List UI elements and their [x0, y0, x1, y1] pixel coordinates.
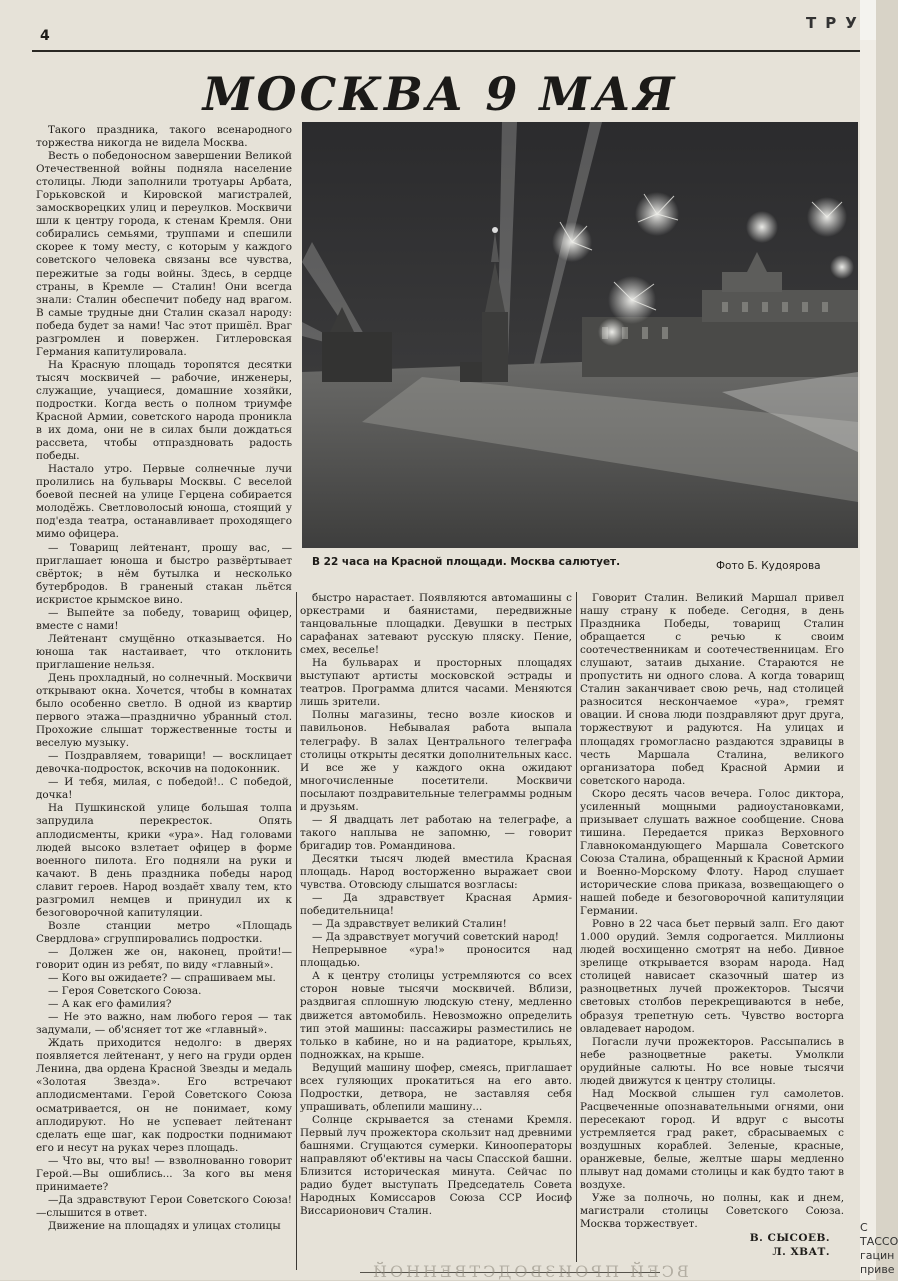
- article-paragraph: Весть о победоносном завершении Великой Отечественной войны подняла население столицы. Люди заполнили тротуары Арбата, Горьковской и Кировской магистралей, замоскворецких улиц и переулков. Москвичи шли к центру города, к стенам Кремля. Они собирались семьями, труппами и спешили скорее к тому месту, с которым у каждого советского человека связаны все чувства, пережитые за годы войны. Здесь, в сердце страны, в Кремле — Сталин! Они всегда знали: Сталин обеспечит победу над врагом. В самые трудные дни Сталин сказал народу: победа будет за нами! Час этот пришёл. Враг разгромлен и повержен. Гитлеровская Германия капитулировала.: [36, 150, 292, 358]
- article-paragraph: — Что вы, что вы! — взволнованно говорит Герой.—Вы ошиблись... За кого вы меня принимаете?: [36, 1154, 292, 1193]
- article-column-1: [36, 124, 292, 1264]
- article-paragraph: —Да здравствуют Герои Советского Союза!—слышится в ответ.: [36, 1193, 292, 1219]
- edge-text-fragment: приве: [860, 1263, 895, 1276]
- red-square-salute-image: [302, 122, 858, 548]
- article-paragraph: Солнце скрывается за стенами Кремля. Первый луч прожектора скользит над древними башнями. Сгущаются сумерки. Кинооператоры направляют об'ективы на часы Спасской башни. Близится историческая минута. Сейчас по радио будет выступать Председатель Совета Народных Комиссаров Союза ССР Иосиф Виссарионович Сталин.: [300, 1113, 572, 1218]
- article-paragraph: — Героя Советского Союза.: [48, 985, 202, 998]
- article-paragraph: Скоро десять часов вечера. Голос диктора, усиленный мощными радиоустановками, призывает слушать важное сообщение. Снова тишина. Передается приказ Верховного Главнокомандующего Маршала Советского Союза Сталина, обращенный к Красной Армии и Военно-Морскому Флоту. Народ слушает исторические слова приказа, возвещающего о нашей победе и безоговорочной капитуляции Германии.: [580, 787, 844, 918]
- photo-caption: В 22 часа на Красной площади. Москва салютует.: [312, 556, 621, 568]
- article-paragraph: А к центру столицы устремляются со всех сторон новые тысячи москвичей. Вблизи, раздвигая сплошную людскую стену, медленно движется автомобиль. Невозможно определить тип этой машины: пассажиры разместились не только в кабине, но и на радиаторе, крыльях, подножках, на крыше.: [300, 970, 572, 1061]
- article-paragraph: Полны магазины, тесно возле киосков и павильонов. Небывалая работа выпала телеграфу. В залах Центрального телеграфа столицы открыты десятки дополнительных касс. И все же у каждого окна ожидают многочисленные посетители. Москвичи посылают поздравительные телеграммы родным и друзьям.: [300, 709, 572, 813]
- article-paragraph: На бульварах и просторных площадях выступают артисты московской эстрады и театров. Программа длится часами. Меняются лишь зрители.: [300, 657, 572, 709]
- edge-text-fragment: гацин: [860, 1249, 895, 1262]
- edge-text-fragment: ТАССО: [860, 1235, 898, 1248]
- article-paragraph: На Красную площадь торопятся десятки тысяч москвичей — рабочие, инженеры, служащие, учащиеся, домашние хозяйки, подростки. Когда весть о полном триумфе Красной Армии, советского народа проникла в их дома, они не в силах были дождаться рассвета, чтобы отпраздновать радость победы.: [36, 358, 292, 463]
- article-paragraph: Уже за полночь, но полны, как и днем, магистрали столицы Советского Союза. Москва торжествует.: [580, 1192, 844, 1231]
- edge-text-fragment: С: [860, 1221, 868, 1234]
- article-paragraph: Десятки тысяч людей вместила Красная площадь. Народ восторженно выражает свои чувства. Отовсюду слышатся возгласы:: [300, 852, 572, 892]
- masthead-fragment: ТРУ: [806, 14, 866, 32]
- article-paragraph: быстро нарастает. Появляются автомашины с оркестрами и баянистами, передвижные танцовальные площадки. Девушки в пестрых сарафанах затевают русскую пляску. Пение, смех, веселье!: [300, 592, 572, 657]
- article-column-3: [580, 592, 844, 1250]
- article-paragraph: Настало утро. Первые солнечные лучи пролились на бульвары Москвы. С веселой боевой песней на улице Герцена собирается молодёжь. Светловолосый юноша, стоящий у под'езда театра, останавливает проходящего мимо офицера.: [36, 463, 292, 541]
- header-rule: [32, 50, 860, 52]
- article-paragraph: — Кого вы ожидаете? — спрашиваем мы.: [48, 972, 276, 985]
- column-divider: [296, 592, 297, 1270]
- article-paragraph: — Выпейте за победу, товарищ офицер, вместе с нами!: [36, 606, 292, 632]
- article-column-2: [300, 592, 572, 1262]
- article-paragraph: Ждать приходится недолго: в дверях появляется лейтенант, у него на груди орден Ленина, два ордена Красной Звезды и медаль «Золотая Звезда». Его встречают аплодисментами. Герой Советского Союза осматривается, он не понимает, кому аплодируют. Но не успевает лейтенант сделать еще шаг, как подростки поднимают его и несут на руках через площадь.: [36, 1037, 292, 1154]
- article-paragraph: — Я двадцать лет работаю на телеграфе, а такого наплыва не запомню, — говорит бригадир тов. Романдинова.: [300, 813, 572, 852]
- article-paragraph: Возле станции метро «Площадь Свердлова» сгруппировались подростки.: [36, 919, 292, 945]
- article-paragraph: Непрерывное «ура!» проносится над площадью.: [300, 944, 572, 970]
- article-paragraph: Ведущий машину шофер, смеясь, приглашает всех гуляющих прокатиться на его авто. Подростки, детвора, не заставляя себя упрашивать, облепили машину...: [300, 1061, 572, 1113]
- article-paragraph: — Товарищ лейтенант, прошу вас, — приглашает юноша и быстро развёртывает свёрток; в нём бутылка и несколько бутербродов. В граненый стакан льётся искристое крымское вино.: [36, 541, 292, 606]
- article-paragraph: Такого праздника, такого всенародного торжества никогда не видела Москва.: [36, 124, 292, 150]
- article-paragraph: — А как его фамилия?: [48, 998, 172, 1011]
- article-paragraph: — Да здравствует великий Сталин!: [312, 918, 507, 931]
- bleed-through-text: ВСЕЙ ПРОИЗВОДСТВЕННОЙ: [370, 1262, 689, 1281]
- article-paragraph: На Пушкинской улице большая толпа запрудила перекресток. Опять аплодисменты, крики «ура». Над головами людей высоко взлетает офицер в форме военного пилота. Его подняли на руки и качают. В день праздника победы народ славит героев. Народ воздаёт хвалу тем, кто разгромил немцев и принудил их к безоговорочной капитуляции.: [36, 802, 292, 919]
- photo-credit: Фото Б. Кудоярова: [716, 560, 821, 572]
- article-paragraph: Погасли лучи прожекторов. Рассыпались в небе разноцветные ракеты. Умолкли орудийные салюты. Но все новые тысячи людей движутся к центру столицы.: [580, 1035, 844, 1087]
- page-number: 4: [40, 28, 50, 44]
- column-divider: [576, 592, 577, 1262]
- article-paragraph: Лейтенант смущённо отказывается. Но юноша так настаивает, что отклонить приглашение нельзя.: [36, 632, 292, 671]
- article-paragraph: — Должен же он, наконец, пройти!—говорит один из ребят, по виду «главный».: [36, 945, 292, 971]
- article-paragraph: День прохладный, но солнечный. Москвичи открывают окна. Хочется, чтобы в комнатах было особенно светло. В одной из квартир первого этажа—празднично убранный стол. Прохожие слышат торжественные тосты и веселую музыку.: [36, 671, 292, 750]
- adjacent-page-edge: [806, 0, 898, 1280]
- article-paragraph: Над Москвой слышен гул самолетов. Расцвеченные опознавательными огнями, они пересекают город. И вдруг с высоты устремляется град ракет, сбрасываемых с воздушных кораблей. Зеленые, красные, оранжевые, белые, желтые шары медленно плывут над домами столицы и как будто тают в воздухе.: [580, 1087, 844, 1192]
- article-paragraph: — Да здравствует могучий советский народ!: [312, 931, 559, 944]
- fireworks-photo: [302, 122, 858, 548]
- article-paragraph: — Поздравляем, товарищи! — восклицает девочка-подросток, вскочив на подоконник.: [36, 750, 292, 776]
- headline: МОСКВА 9 МАЯ: [202, 67, 678, 121]
- article-paragraph: Ровно в 22 часа бьет первый залп. Его дают 1.000 орудий. Земля содрогается. Миллионы людей восхищенно смотрят на небо. Дивное зрелище открывается взорам народа. Над столицей нависает сказочный шатер из разноцветных лучей прожекторов. Тысячи световых столбов перекрещиваются в небе, образуя трепетную сеть. Чувство восторга овладевает народом.: [580, 918, 844, 1035]
- article-paragraph: — И тебя, милая, с победой!.. С победой, дочка!: [36, 776, 292, 802]
- article-paragraph: Говорит Сталин. Великий Маршал привел нашу страну к победе. Сегодня, в день Праздника Победы, товарищ Сталин обращается с речью к своим соотечественникам и соотечественницам. Его слушают, затаив дыхание. Стараются не пропустить ни одного слова. А когда товарищ Сталин заканчивает свою речь, над столицей разносится нескончаемое «ура», гремят овации. И снова люди поздравляют друг друга, торжествуют и радуются. На улицах и площадях громогласно раздаются здравицы в честь Маршала Сталина, великого организатора побед Красной Армии и советского народа.: [580, 592, 844, 787]
- article-paragraph: — Да здравствует Красная Армия-победительница!: [300, 892, 572, 918]
- author-signature: Л. ХВАТ.: [772, 1246, 830, 1258]
- article-paragraph: — Не это важно, нам любого героя — так задумали, — об'ясняет тот же «главный».: [36, 1011, 292, 1037]
- article-paragraph: Движение на площадях и улицах столицы: [48, 1219, 281, 1232]
- author-signature: В. СЫСОЕВ.: [749, 1232, 830, 1244]
